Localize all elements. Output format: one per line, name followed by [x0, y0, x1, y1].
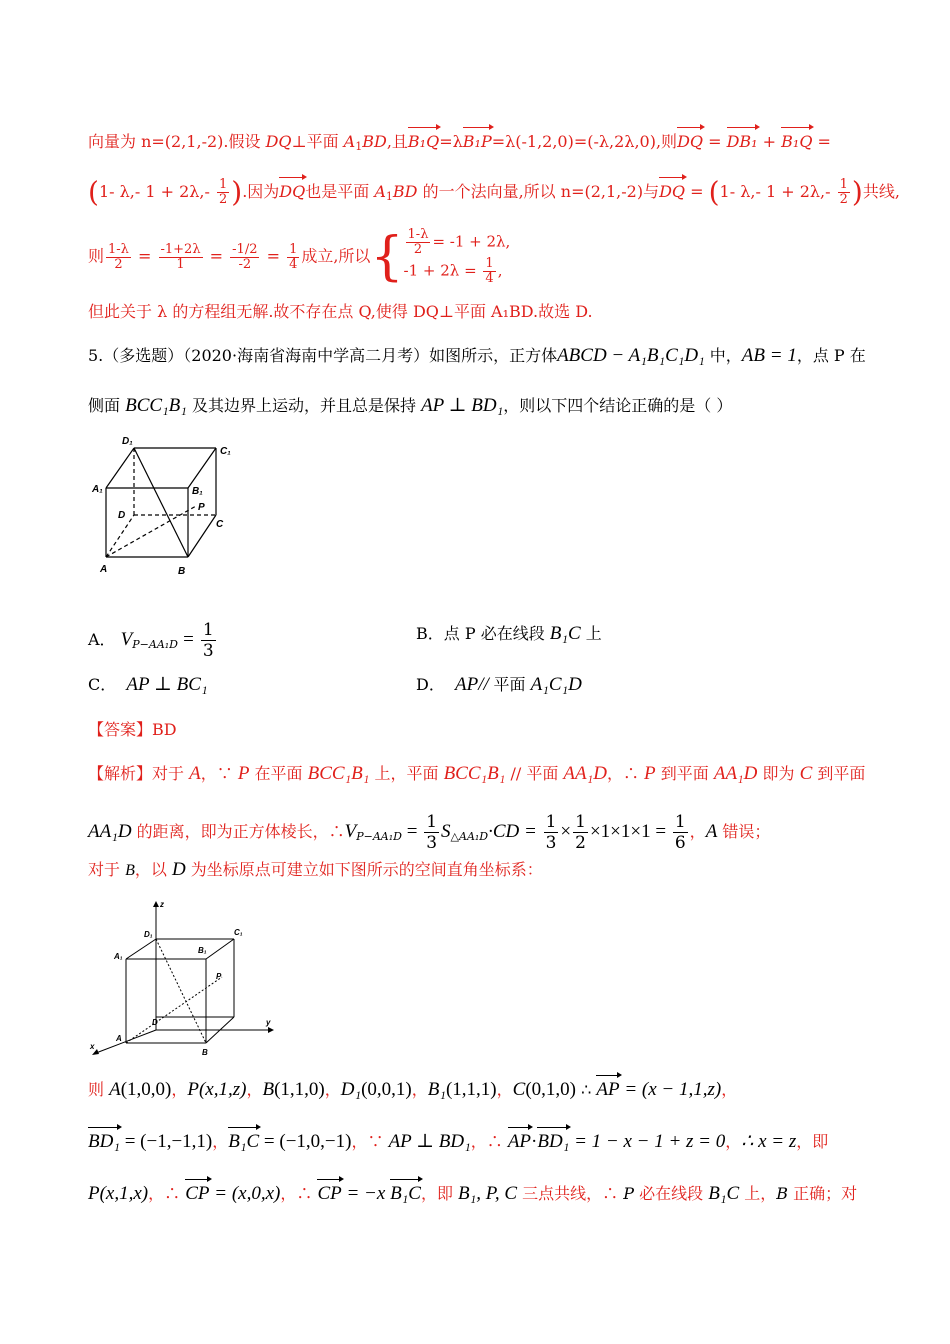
text: ，: [721, 1080, 738, 1099]
vector: DQ: [659, 180, 685, 204]
num: 1: [218, 177, 228, 192]
option-label: A．: [88, 630, 116, 649]
text: ，: [324, 1080, 341, 1099]
den: 2: [114, 256, 123, 272]
math: ·CD =: [488, 821, 542, 842]
solution-line-3: 则 $\frac{1-\lambda}{2}$ = $\frac{-1+2\lambda}{1}$ = $\frac{-1/2}{-2}$ = $\frac{1}{4}$ 成立,所以{ $\frac{1-\lambda}{2}$ = -1 + 2λ, -1 + 2λ = $\frac{1}{4}$ ,: [88, 227, 511, 287]
den: 3: [202, 641, 214, 661]
fraction: [673, 812, 688, 853]
label-B: B: [202, 1048, 208, 1057]
text: 侧面: [88, 396, 126, 415]
den: 4: [485, 271, 494, 286]
text: = -1 + 2λ,: [432, 232, 511, 251]
num: 1: [575, 812, 586, 832]
paren: (: [708, 175, 720, 209]
label-C: C: [216, 519, 224, 530]
num: 1: [426, 812, 438, 832]
fraction: [544, 812, 559, 853]
math: AP ⊥ BD₁: [421, 395, 504, 416]
option-b[interactable]: [416, 622, 602, 646]
fraction: [406, 228, 431, 257]
text: ，∴: [606, 764, 645, 783]
label-x: x: [90, 1042, 95, 1051]
text: BD: [392, 182, 418, 201]
vector: DB₁: [727, 130, 758, 154]
text: 则: [88, 1080, 110, 1099]
paren: (: [88, 175, 99, 209]
math: A: [109, 1079, 121, 1100]
question-line-1: [88, 344, 866, 368]
option-d[interactable]: [416, 673, 582, 697]
fraction: [424, 812, 439, 853]
label-B1: B₁: [198, 946, 207, 955]
math: (x,1,z): [198, 1079, 247, 1100]
diagonal: [134, 448, 188, 557]
answer-tag: 【答案】: [88, 720, 153, 739]
text: ，则以下四个结论正确的是（ ）: [503, 396, 733, 415]
math: S: [441, 821, 451, 842]
text: =: [685, 182, 709, 201]
fraction: [838, 178, 850, 207]
paren: ): [851, 175, 863, 209]
answer-line: [88, 718, 177, 742]
text: 1: [355, 140, 363, 153]
analysis-line-2: [88, 812, 770, 853]
label-C1: C₁: [220, 446, 231, 457]
text: 中，: [704, 346, 742, 365]
text: ，∵: [351, 1132, 389, 1151]
text: ，∵: [200, 764, 238, 783]
math: BCC₁B₁: [125, 395, 187, 416]
math: = −x: [341, 1183, 391, 1204]
analysis-line-1: [88, 762, 865, 786]
text: 1- λ,- 1 + 2λ,-: [719, 182, 836, 201]
math: B: [776, 1184, 788, 1203]
text: 平面: [493, 675, 531, 694]
text: 及其边界上运动，并且总是保持: [186, 396, 422, 415]
text: ，∴: [148, 1184, 186, 1203]
num: -1/2: [232, 241, 258, 257]
analysis-tag: 【解析】: [88, 764, 153, 783]
text: 的一个法向量,所以 n=(2,1,-2)与: [417, 182, 660, 201]
text: 1- λ,- 1 + 2λ,-: [98, 182, 215, 201]
math: B₁C: [549, 623, 581, 644]
vector: B₁P: [463, 130, 492, 154]
den: 2: [218, 192, 228, 207]
text: 在平面: [249, 764, 308, 783]
math: = (−1,0,−1): [259, 1131, 352, 1152]
text: ，点 P 在: [796, 346, 866, 365]
eq-row: [404, 257, 511, 286]
text: ，: [496, 1080, 513, 1099]
option-label: C．: [88, 675, 117, 694]
den: 2: [839, 192, 848, 207]
math: ×: [560, 821, 572, 842]
num: 1: [839, 177, 848, 192]
label-D: D: [152, 1018, 158, 1027]
vector: DQ: [677, 130, 703, 154]
paren: ): [231, 175, 243, 209]
question-line-2: [88, 394, 732, 418]
label-D1: D₁: [144, 930, 153, 939]
option-label: D．: [416, 675, 445, 694]
label-B1: B₁: [192, 486, 203, 497]
math: A: [189, 763, 201, 784]
math: AP//: [455, 674, 494, 695]
label-A: A: [100, 564, 108, 575]
text: ，: [689, 822, 706, 841]
text: -1 + 2λ =: [403, 261, 482, 280]
math: B: [262, 1079, 275, 1100]
vector: B₁Q: [408, 130, 439, 154]
math: (0,1,0): [525, 1079, 576, 1100]
den: 6: [674, 833, 686, 853]
solution-line-1: [88, 130, 831, 159]
text: =: [703, 132, 727, 151]
math: B₁: [427, 1079, 446, 1100]
num: 1: [289, 241, 298, 257]
solution-line-4: 但此关于 λ 的方程组无解.故不存在点 Q,使得 DQ⊥平面 A₁BD.故选 D.: [88, 302, 593, 321]
option-a[interactable]: [88, 620, 218, 661]
text: 错误；: [717, 822, 771, 841]
den: 4: [289, 256, 298, 272]
analysis-line-3: [88, 858, 543, 883]
fraction: [106, 243, 131, 272]
math: B: [125, 862, 135, 879]
text: ∴: [576, 1080, 597, 1099]
label-A: A: [116, 1034, 122, 1043]
text: ，以: [134, 860, 172, 879]
coords-line-3: [88, 1182, 857, 1206]
vector: B₁C: [228, 1131, 260, 1152]
text: ，: [171, 1080, 188, 1099]
text: ,且: [386, 132, 408, 151]
edge: [126, 939, 156, 959]
den: -2: [238, 256, 252, 272]
fraction: [573, 812, 588, 853]
num: 1: [545, 812, 557, 832]
label-B: B: [178, 566, 186, 577]
math: D: [171, 859, 186, 880]
option-c[interactable]: [88, 673, 208, 697]
math: P: [623, 1184, 635, 1203]
edge: [188, 448, 216, 488]
math: P: [237, 763, 250, 784]
text: A: [343, 132, 356, 151]
math: C: [799, 763, 813, 784]
math: V: [344, 821, 357, 842]
brace: {: [370, 227, 404, 287]
text: ，: [411, 1080, 428, 1099]
subscript: △AA₁D: [450, 830, 489, 843]
fraction: [287, 243, 299, 272]
coordinate-cube-figure: [88, 895, 288, 1060]
math: P(x,1,x): [88, 1183, 149, 1204]
text: .因为: [242, 182, 280, 201]
label-z: z: [160, 900, 164, 909]
math: AB = 1: [741, 345, 797, 366]
text: 成立,所以: [301, 246, 371, 266]
math: D₁: [340, 1079, 362, 1100]
vector: BD₁: [537, 1131, 570, 1152]
text: 正确；对: [787, 1184, 858, 1203]
math: A: [705, 821, 718, 842]
math: = (−1,−1,1): [119, 1131, 213, 1152]
vector: AP: [507, 1131, 532, 1152]
math: AA₁D: [88, 821, 132, 842]
edge: [106, 448, 134, 488]
math: (1,1,1): [445, 1079, 497, 1100]
num: -1+2λ: [160, 241, 201, 257]
text: 5.（多选题）（2020·海南省海南中学高二月考）如图所示，正方体: [88, 346, 558, 365]
math: AP ⊥ BD₁: [388, 1131, 471, 1152]
solution-line-2: [88, 175, 900, 209]
text: =λ(-1,2,0)=(-λ,2λ,0),则: [491, 132, 678, 151]
label-A1: A₁: [92, 484, 103, 495]
den: 2: [575, 833, 586, 853]
math: AP ⊥ BC₁: [126, 674, 208, 695]
num: 1: [202, 620, 214, 640]
vector: BD₁: [88, 1131, 120, 1152]
edge: [206, 939, 234, 959]
fraction: [217, 178, 229, 207]
answer-value: BD: [152, 720, 177, 739]
math: BCC₁B₁: [443, 763, 506, 784]
math: ·: [531, 1131, 538, 1152]
num: 1: [674, 812, 686, 832]
text: 点 P 必在线段: [443, 624, 550, 643]
math: ∴ x = z: [741, 1131, 797, 1152]
math: ×1×1×1 =: [589, 821, 671, 842]
text: // 平面: [505, 764, 564, 783]
label-D: D: [118, 510, 126, 521]
label-A1: A₁: [114, 952, 123, 961]
text: 上，平面: [369, 764, 444, 783]
fraction: [230, 243, 259, 272]
label-D1: D₁: [122, 436, 133, 447]
num: 1-λ: [108, 241, 129, 257]
text: ⊥平面: [291, 132, 344, 151]
text: 上，: [739, 1184, 777, 1203]
math: C: [512, 1079, 526, 1100]
axis-arrows: [92, 901, 274, 1055]
text: 对于: [88, 860, 126, 879]
text: 向量为 n=(2,1,-2).假设: [88, 132, 266, 151]
math: =: [183, 629, 194, 650]
text: ，∴: [280, 1184, 318, 1203]
math: = (x − 1,1,z): [619, 1079, 722, 1100]
text: A: [374, 182, 386, 201]
fraction: [483, 257, 495, 286]
math: =: [402, 821, 423, 842]
math: ABCD − A₁B₁C₁D₁: [557, 345, 705, 366]
math: P: [644, 763, 656, 784]
equation-system: [404, 228, 511, 286]
den: 1: [176, 256, 185, 272]
num: 1-λ: [407, 227, 429, 242]
vector: B₁Q: [781, 130, 812, 154]
math: P: [187, 1079, 199, 1100]
math: (1,1,0): [274, 1079, 325, 1100]
math: (0,0,1): [361, 1079, 412, 1100]
den: 2: [413, 242, 423, 257]
vector: CP: [317, 1183, 342, 1204]
text: ，即: [796, 1132, 829, 1151]
subscript: P−AA₁D: [132, 638, 179, 651]
coords-line-1: [88, 1078, 737, 1102]
math: = (x,0,x): [209, 1183, 281, 1204]
label-P: P: [216, 972, 222, 981]
text: 三点共线，∴: [517, 1184, 624, 1203]
text: 则: [88, 246, 105, 266]
cube-figure: [88, 430, 248, 580]
math: (1,0,0): [120, 1079, 172, 1100]
text: 到平面: [812, 764, 866, 783]
math: A₁C₁D: [530, 674, 582, 695]
fraction: [159, 243, 203, 272]
text: 1: [385, 190, 393, 203]
subscript: P−AA₁D: [356, 830, 402, 843]
den: 3: [545, 833, 557, 853]
segment-AP: [126, 977, 222, 1043]
text: =λ: [439, 132, 463, 151]
text: 为坐标原点可建立如下图所示的空间直角坐标系：: [185, 860, 543, 879]
math: B₁C: [708, 1183, 740, 1204]
num: 1: [485, 256, 494, 271]
text: 对于: [152, 764, 190, 783]
text: BD: [362, 132, 387, 151]
text: 也是平面: [305, 182, 375, 201]
vector: AP: [596, 1079, 620, 1100]
text: DQ: [265, 132, 292, 151]
option-label: B．: [416, 624, 444, 643]
text: ，: [246, 1080, 263, 1099]
edge: [188, 515, 216, 557]
math: B₁, P, C: [458, 1183, 518, 1204]
text: ，即: [420, 1184, 459, 1203]
text: ,: [497, 261, 503, 280]
text: 必在线段: [634, 1184, 709, 1203]
coords-line-2: [88, 1130, 828, 1154]
eq-row: [404, 228, 511, 257]
text: 上: [580, 624, 602, 643]
label-P: P: [198, 502, 205, 513]
math: AA₁D: [713, 763, 758, 784]
label-C1: C₁: [234, 928, 243, 937]
text: ，∴: [470, 1132, 508, 1151]
den: 3: [426, 833, 438, 853]
text: ，: [212, 1132, 229, 1151]
math: = 1 − x − 1 + z = 0: [569, 1131, 726, 1152]
math: BCC₁B₁: [307, 763, 370, 784]
hidden-edge: [106, 515, 134, 557]
text: +: [757, 132, 782, 151]
text: 即为: [757, 764, 800, 783]
vector: DQ: [279, 180, 305, 204]
label-y: y: [266, 1018, 271, 1027]
math: V: [120, 629, 133, 650]
math: AA₁D: [563, 763, 607, 784]
text: 到平面: [655, 764, 714, 783]
text: ，: [725, 1132, 742, 1151]
vector: B₁C: [390, 1183, 421, 1204]
text: 的距离，即为正方体棱长，∴: [131, 822, 345, 841]
text: 共线,: [862, 182, 900, 201]
vector: CP: [185, 1183, 210, 1204]
text: =: [812, 132, 831, 151]
fraction: [201, 620, 216, 661]
